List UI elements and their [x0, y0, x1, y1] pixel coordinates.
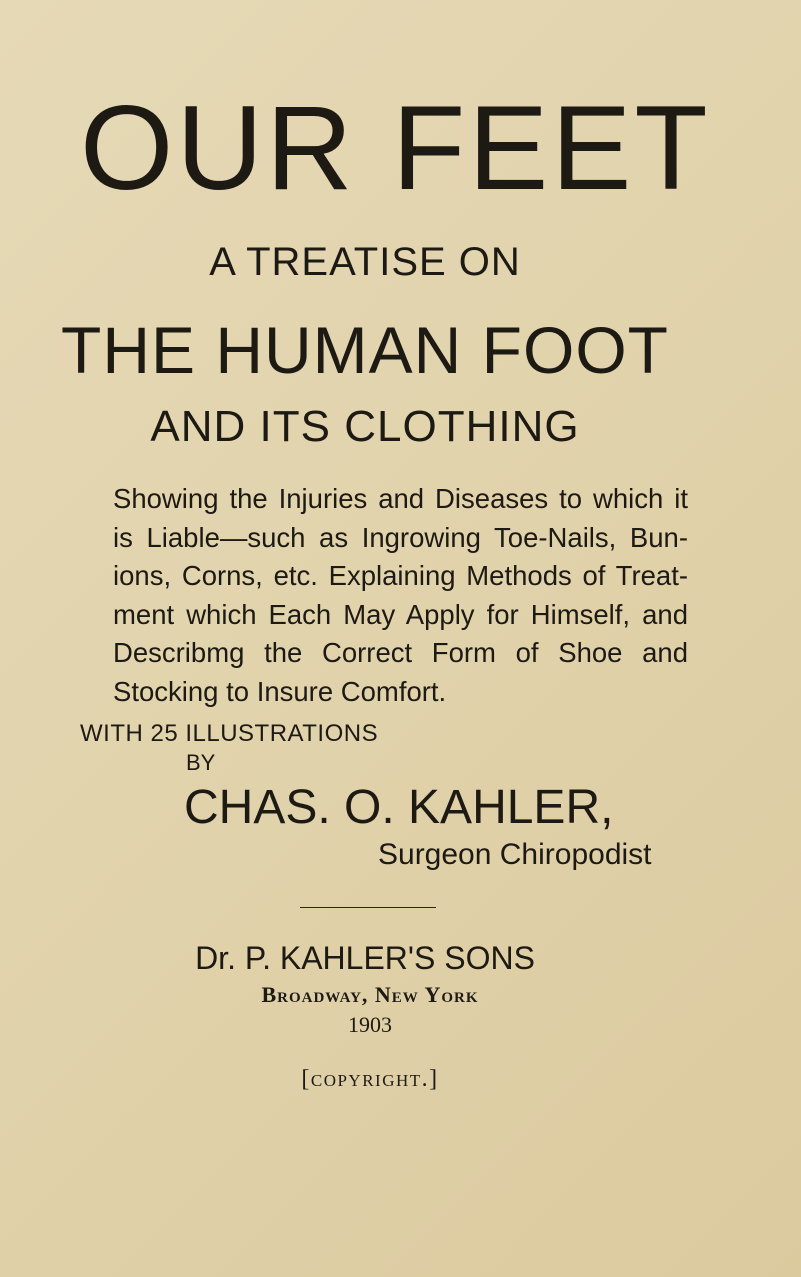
description [113, 480, 688, 711]
description-line: Showing the Injuries and Diseases to which it [113, 483, 688, 514]
publisher: Dr. P. KAHLER'S SONS [195, 940, 535, 976]
author-name: CHAS. O. KAHLER, [184, 781, 614, 834]
subtitle-human-foot: THE HUMAN FOOT [61, 313, 669, 387]
author-role: Surgeon Chiropodist [378, 838, 652, 871]
description-line: is Liable—such as Ingrowing Toe-Nails, Bun- [113, 521, 688, 553]
divider [300, 907, 436, 908]
by-label: BY [186, 750, 216, 775]
description-line: Describmg the Correct Form of Shoe and [113, 637, 688, 668]
illustrations-note: WITH 25 ILLUSTRATIONS [80, 720, 379, 747]
description-line: ions, Corns, etc. Explaining Methods of Treat- [113, 560, 688, 591]
publisher-address: Broadway, New York [261, 982, 479, 1007]
publication-year: 1903 [348, 1012, 392, 1037]
copyright-notice: [copyright.] [301, 1066, 439, 1092]
description-line: ment which Each May Apply for Himself, and [113, 598, 688, 630]
subtitle-treatise: A TREATISE ON [209, 240, 521, 284]
book-title: OUR FEET [80, 81, 711, 215]
description-line: Stocking to Insure Comfort. [113, 675, 447, 707]
subtitle-clothing: AND ITS CLOTHING [150, 402, 580, 451]
